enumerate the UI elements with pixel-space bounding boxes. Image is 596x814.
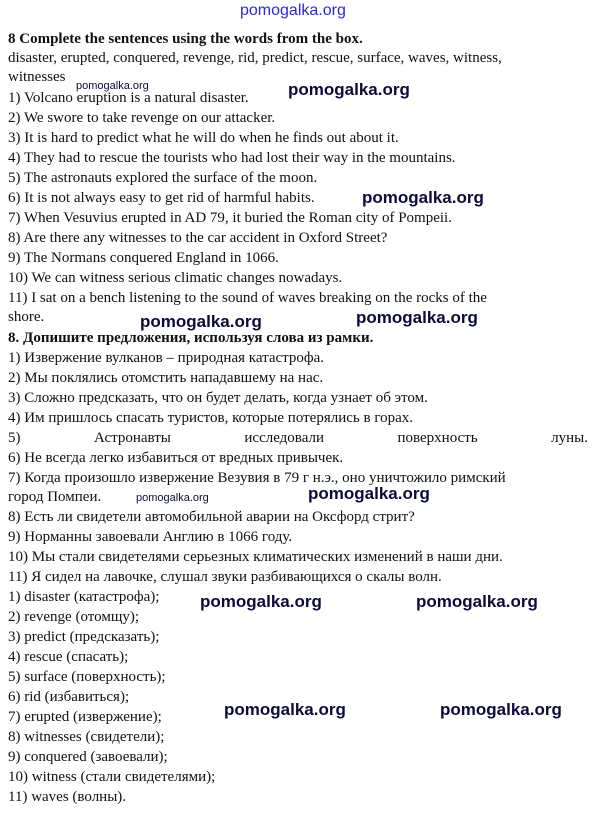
russian-word: луны. bbox=[551, 430, 588, 446]
english-sentence: 7) When Vesuvius erupted in AD 79, it buried the Roman city of Pompeii. bbox=[8, 210, 452, 226]
watermark-top[interactable]: pomogalka.org bbox=[240, 2, 346, 19]
russian-sentence: 9) Норманны завоевали Англию в 1066 году. bbox=[8, 529, 293, 545]
english-sentence: 6) It is not always easy to get rid of harmful habits. bbox=[8, 190, 315, 206]
russian-sentence: 2) Мы поклялись отомстить нападавшему на нас. bbox=[8, 370, 324, 386]
watermark-2: pomogalka.org bbox=[362, 188, 484, 207]
watermark-5: pomogalka.org bbox=[308, 484, 430, 503]
watermark-1: pomogalka.org bbox=[288, 80, 410, 99]
russian-sentence: город Помпеи. bbox=[8, 489, 102, 505]
watermark-7: pomogalka.org bbox=[416, 592, 538, 611]
russian-sentence: 1) Извержение вулканов – природная катастрофа. bbox=[8, 350, 325, 366]
russian-word: поверхность bbox=[397, 430, 478, 446]
vocab-item: 10) witness (стали свидетелями); bbox=[8, 769, 216, 785]
vocab-item: 1) disaster (катастрофа); bbox=[8, 589, 160, 605]
english-sentence: 8) Are there any witnesses to the car accident in Oxford Street? bbox=[8, 230, 388, 246]
word-box-line-1: disaster, erupted, conquered, revenge, rid, predict, rescue, surface, waves, witness, bbox=[8, 50, 502, 66]
english-sentence: 11) I sat on a bench listening to the sound of waves breaking on the rocks of the bbox=[8, 290, 487, 306]
russian-word: Астронавты bbox=[94, 430, 171, 446]
english-sentence: shore. bbox=[8, 309, 45, 325]
vocab-item: 3) predict (предсказать); bbox=[8, 629, 160, 645]
word-box-line-2: witnesses bbox=[8, 69, 66, 85]
russian-sentence: 10) Мы стали свидетелями серьезных климатических изменений в наши дни. bbox=[8, 549, 503, 565]
english-sentence: 2) We swore to take revenge on our attacker. bbox=[8, 110, 276, 126]
watermark-small-2: pomogalka.org bbox=[136, 492, 209, 504]
watermark-8: pomogalka.org bbox=[224, 700, 346, 719]
watermark-4: pomogalka.org bbox=[356, 308, 478, 327]
russian-word: 5) bbox=[8, 430, 21, 446]
english-sentence: 9) The Normans conquered England in 1066. bbox=[8, 250, 279, 266]
russian-sentence: 8) Есть ли свидетели автомобильной аварии на Оксфорд стрит? bbox=[8, 509, 415, 525]
vocab-item: 4) rescue (спасать); bbox=[8, 649, 129, 665]
english-heading: 8 Complete the sentences using the words from the box. bbox=[8, 31, 363, 47]
english-sentence: 3) It is hard to predict what he will do when he finds out about it. bbox=[8, 130, 399, 146]
russian-sentence: 6) Не всегда легко избавиться от вредных привычек. bbox=[8, 450, 344, 466]
vocab-item: 5) surface (поверхность); bbox=[8, 669, 166, 685]
watermark-small-1: pomogalka.org bbox=[76, 80, 149, 92]
russian-heading: 8. Допишите предложения, используя слова из рамки. bbox=[8, 330, 374, 346]
russian-word: исследовали bbox=[244, 430, 324, 446]
vocab-item: 7) erupted (извержение); bbox=[8, 709, 162, 725]
english-sentence: 1) Volcano eruption is a natural disaster. bbox=[8, 90, 249, 106]
vocab-item: 2) revenge (отомщу); bbox=[8, 609, 140, 625]
russian-sentence: 3) Сложно предсказать, что он будет делать, когда узнает об этом. bbox=[8, 390, 428, 406]
vocab-item: 6) rid (избавиться); bbox=[8, 689, 130, 705]
english-sentence: 5) The astronauts explored the surface of the moon. bbox=[8, 170, 318, 186]
russian-sentence: 7) Когда произошло извержение Везувия в 79 г н.э., оно уничтожило римский bbox=[8, 470, 506, 486]
watermark-6: pomogalka.org bbox=[200, 592, 322, 611]
vocab-item: 11) waves (волны). bbox=[8, 789, 127, 805]
watermark-9: pomogalka.org bbox=[440, 700, 562, 719]
english-sentence: 4) They had to rescue the tourists who had lost their way in the mountains. bbox=[8, 150, 456, 166]
russian-sentence-5 bbox=[8, 429, 588, 448]
english-sentence: 10) We can witness serious climatic changes nowadays. bbox=[8, 270, 343, 286]
russian-sentence: 4) Им пришлось спасать туристов, которые потерялись в горах. bbox=[8, 410, 414, 426]
vocab-item: 8) witnesses (свидетели); bbox=[8, 729, 165, 745]
watermark-3: pomogalka.org bbox=[140, 312, 262, 331]
vocab-item: 9) conquered (завоевали); bbox=[8, 749, 168, 765]
russian-sentence: 11) Я сидел на лавочке, слушал звуки разбивающихся о скалы волн. bbox=[8, 569, 442, 585]
